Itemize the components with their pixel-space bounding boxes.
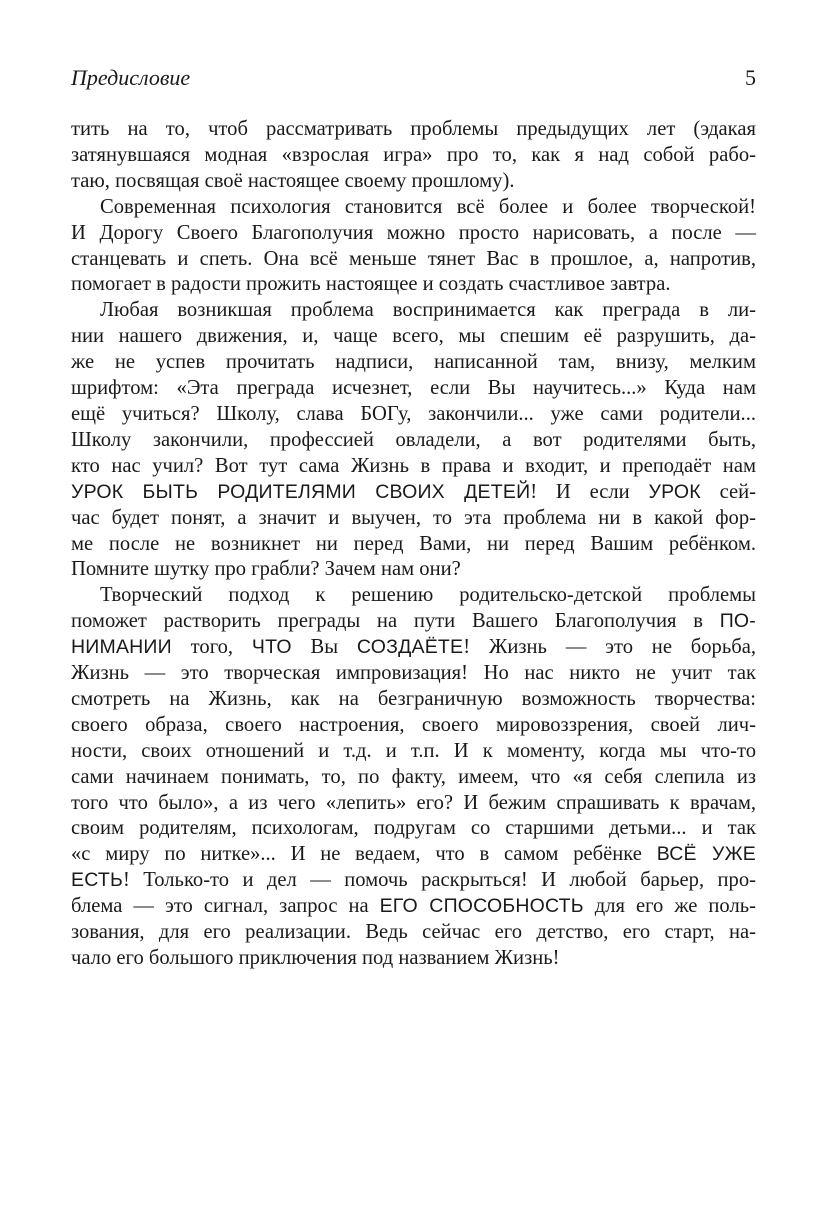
text-line: ности, своих отношений и т.д. и т.п. И к моменту, когда мы что-то — [71, 739, 756, 762]
text-line: час будет понят, а значит и выучен, то эта проблема ни в какой фор- — [71, 506, 756, 529]
text-line: нии нашего движения, и, чаще всего, мы спешим её разрушить, да- — [71, 325, 756, 348]
text-line: станцевать и спеть. Она всё меньше тянет Вас в прошлое, а, напротив, — [71, 247, 756, 270]
text-line: своего образа, своего настроения, своего мировоззрения, своей лич- — [71, 713, 756, 736]
emphasis-caps: СОЗДАЁТЕ — [356, 636, 464, 659]
text-line: Школу закончили, профессией овладели, а вот родителями быть, — [71, 428, 756, 451]
text-run: Вы — [291, 636, 357, 659]
text-line: И Дорогу Своего Благополучия можно просто нарисовать, а после — — [71, 221, 756, 244]
text-line — [71, 480, 756, 506]
paragraph-4 — [71, 583, 756, 972]
emphasis-caps: УРОК — [648, 480, 701, 503]
text-line: Помните шутку про грабли? Зачем нам они? — [71, 558, 461, 581]
text-run: ! Жизнь — это не борьба, — [463, 636, 756, 659]
page-header — [71, 62, 756, 94]
text-line: Жизнь — это творческая импровизация! Но нас никто не учит так — [71, 662, 756, 685]
text-run: ! И если — [530, 480, 649, 503]
text-line: Любая возникшая проблема воспринимается как преграда в ли- — [100, 299, 756, 322]
emphasis-caps: УРОК БЫТЬ РОДИТЕЛЯМИ СВОИХ ДЕТЕЙ — [71, 480, 531, 503]
text-line: того что было», а из чего «лепить» его? И бежим спрашивать к врачам, — [71, 791, 756, 814]
text-run: блема — это сигнал, запрос на — [71, 895, 380, 918]
text-run: ! Только-то и дел — помочь раскрыться! И любой барьер, про- — [122, 869, 756, 892]
paragraph-2 — [71, 195, 756, 299]
emphasis-caps: НИМАНИИ — [71, 636, 172, 659]
text-line: сами начинаем понимать, то, по факту, имеем, что «я себя слепила из — [71, 765, 756, 788]
text-line: таю, посвящая своё настоящее своему прошлому). — [71, 169, 515, 192]
text-line: зования, для его реализации. Ведь сейчас его детство, его старт, на- — [71, 921, 756, 944]
text-line: Творческий подход к решению родительско-детской проблемы — [100, 584, 756, 607]
text-run: того, — [171, 636, 252, 659]
emphasis-caps: ЕГО СПОСОБНОСТЬ — [379, 895, 584, 918]
page-number: 5 — [745, 65, 756, 90]
emphasis-caps: ЧТО — [251, 636, 292, 659]
text-line: же не успев прочитать надписи, написанной там, внизу, мелким — [71, 351, 756, 374]
body-text — [71, 117, 756, 972]
emphasis-caps: ЕСТЬ — [71, 869, 123, 892]
text-line: тить на то, чтоб рассматривать проблемы предыдущих лет (эдакая — [71, 118, 756, 140]
text-line: ме после не возникнет ни перед Вами, ни перед Вашим ребёнком. — [71, 532, 756, 555]
text-line — [71, 609, 756, 635]
text-line — [71, 842, 756, 868]
text-line: своим родителям, психологам, подругам со старшими детьми... и так — [71, 817, 756, 840]
text-run: для его же поль- — [583, 895, 756, 918]
text-line: ещё учиться? Школу, слава БОГу, закончили... уже сами родители... — [71, 402, 756, 425]
text-line: шрифтом: «Эта преграда исчезнет, если Вы научитесь...» Куда нам — [71, 377, 756, 400]
text-run: «с миру по нитке»... И не ведаем, что в самом ребёнке — [71, 843, 657, 866]
text-line — [71, 868, 756, 894]
text-line: смотреть на Жизнь, как на безграничную возможность творчества: — [71, 687, 756, 710]
text-run: поможет растворить преграды на пути Вашего Благополучия в — [71, 610, 720, 633]
running-title: Предисловие — [71, 65, 191, 90]
text-line: Современная психология становится всё более и более творческой! — [100, 195, 756, 218]
text-line — [71, 635, 756, 661]
text-line — [71, 894, 756, 920]
text-run: сей- — [700, 480, 756, 503]
paragraph-3 — [71, 298, 756, 583]
text-line: затянувшаяся модная «взрослая игра» про то, как я над собой рабо- — [71, 143, 756, 166]
emphasis-caps: ВСЁ УЖЕ — [656, 843, 756, 866]
text-line: чало его большого приключения под названием Жизнь! — [71, 947, 560, 969]
text-line: кто нас учил? Вот тут сама Жизнь в права и входит, и преподаёт нам — [71, 454, 756, 477]
text-line: помогает в радости прожить настоящее и создать счастливое завтра. — [71, 273, 671, 296]
paragraph-1 — [71, 117, 756, 195]
emphasis-caps: ПО- — [719, 610, 756, 633]
